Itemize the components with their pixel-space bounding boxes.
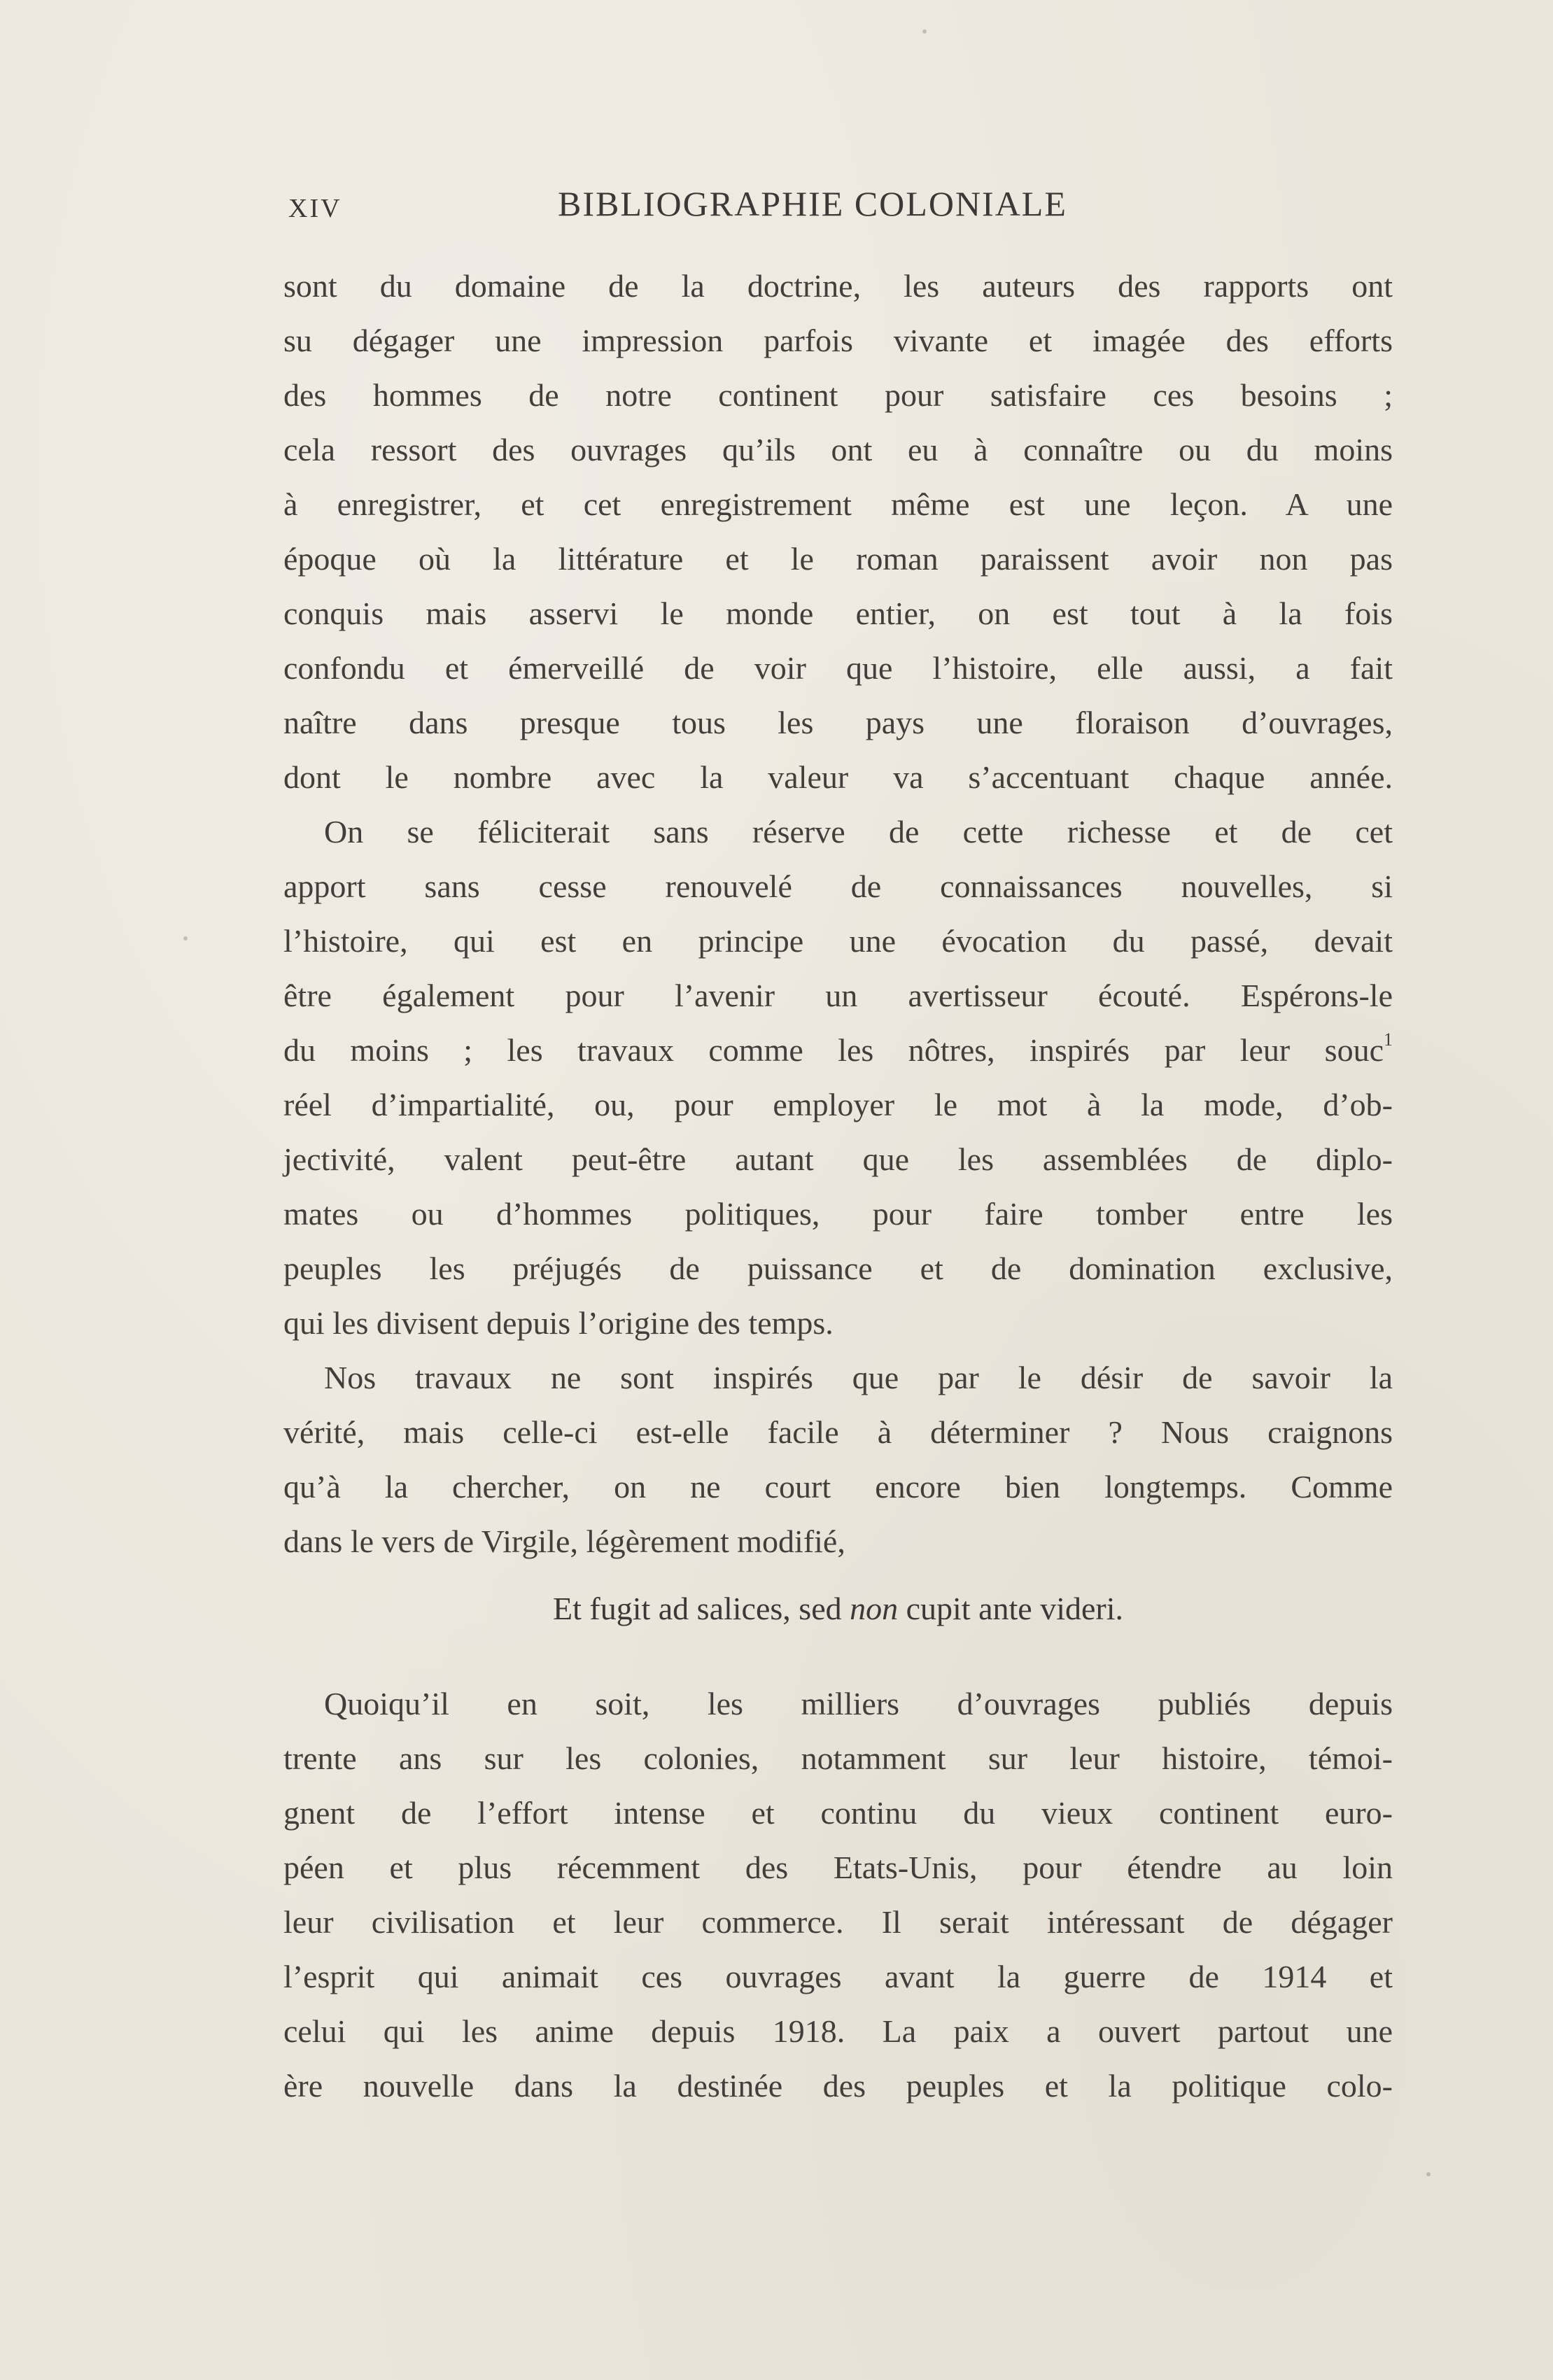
verse-text: Et fugit ad salices, sed [553,1591,850,1626]
text-line: dont le nombre avec la valeur va s’accentuant chaque année. [283,759,1393,795]
text-line: qu’à la chercher, on ne court encore bien longtemps. Comme [283,1469,1393,1505]
text-line: époque où la littérature et le roman paraissent avoir non pas [283,541,1393,577]
text-line: mates ou d’hommes politiques, pour faire tomber entre les [283,1196,1393,1232]
text-line: naître dans presque tous les pays une floraison d’ouvrages, [283,705,1393,740]
paper-speck [1426,2172,1431,2176]
body-text [283,259,1393,2113]
page-number: XIV [288,194,342,223]
text-line: vérité, mais celle-ci est-elle facile à déterminer ? Nous craignons [283,1414,1393,1450]
text-line: l’esprit qui animait ces ouvrages avant la guerre de 1914 et [283,1959,1393,1994]
verse-text: cupit ante videri. [898,1591,1123,1626]
text-line: confondu et émerveillé de voir que l’histoire, elle aussi, a fait [283,650,1393,686]
text-line: trente ans sur les colonies, notamment sur leur histoire, témoi- [283,1740,1393,1776]
text-line: apport sans cesse renouvelé de connaissances nouvelles, si [283,868,1393,904]
text-line: gnent de l’effort intense et continu du vieux continent euro- [283,1795,1393,1831]
text-line: jectivité, valent peut-être autant que les assemblées de diplo- [283,1141,1393,1177]
text-line-with-note [283,1023,1393,1078]
verse-quotation [283,1582,1393,1636]
verse-italic-word: non [850,1591,899,1626]
paper-speck [183,936,188,941]
text-line: celui qui les anime depuis 1918. La paix a ouvert partout une [283,2013,1393,2049]
text-line: su dégager une impression parfois vivante et imagée des efforts [283,323,1393,358]
text-line: dans le vers de Virgile, légèrement modifié, [283,1523,845,1559]
text-line: qui les divisent depuis l’origine des temps. [283,1305,834,1341]
text-line: On se féliciterait sans réserve de cette richesse et de cet [324,814,1393,850]
text-line: péen et plus récemment des Etats-Unis, pour étendre au loin [283,1850,1393,1885]
text-line: conquis mais asservi le monde entier, on est tout à la fois [283,596,1393,631]
text-line: l’histoire, qui est en principe une évocation du passé, devait [283,923,1393,959]
text-line: Nos travaux ne sont inspirés que par le désir de savoir la [324,1360,1393,1395]
text-line: Quoiqu’il en soit, les milliers d’ouvrages publiés depuis [324,1686,1393,1721]
text-line-fragment: du moins ; les travaux comme les nôtres, inspirés par leur souc [283,1032,1384,1068]
text-line: des hommes de notre continent pour satisfaire ces besoins ; [283,377,1393,413]
text-line: à enregistrer, et cet enregistrement même est une leçon. A une [283,486,1393,522]
text-line: réel d’impartialité, ou, pour employer le mot à la mode, d’ob- [283,1087,1393,1122]
paper-speck [922,29,927,34]
page-header [288,183,1408,232]
text-line: être également pour l’avenir un avertisseur écouté. Espérons-le [283,978,1393,1013]
text-line: sont du domaine de la doctrine, les auteurs des rapports ont [283,268,1393,304]
footnote-marker: 1 [1384,1029,1393,1050]
text-line: ère nouvelle dans la destinée des peuples et la politique colo- [283,2068,1393,2104]
text-line: leur civilisation et leur commerce. Il serait intéressant de dégager [283,1904,1393,1940]
text-line: peuples les préjugés de puissance et de domination exclusive, [283,1251,1393,1286]
running-title: BIBLIOGRAPHIE COLONIALE [558,184,1067,223]
text-line: cela ressort des ouvrages qu’ils ont eu à connaître ou du moins [283,432,1393,467]
